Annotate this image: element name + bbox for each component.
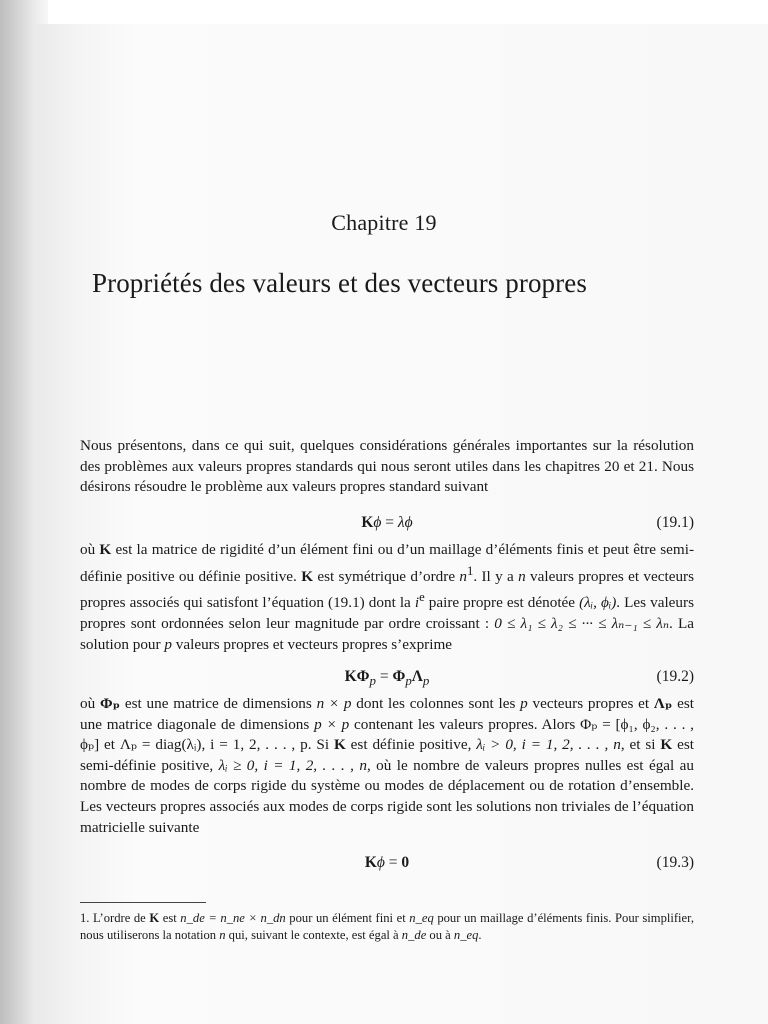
equation-number: (19.2)	[656, 668, 694, 685]
paragraph-definitions: où K est la matrice de rigidité d’un élément fini ou d’un maillage d’éléments finis et peut être semi-définie positive ou définie positive. K est symétrique d’ordre $n^1$. Il y a n valeurs propres et vecteurs propres associés qui satisfont l’équation (19.1) dont la $i^e$ paire propre est dénotée (λᵢ, ϕᵢ). Les valeurs propres sont ordonnées selon leur magnitude par ordre croissant : 0 ≤ λ₁ ≤ λ₂ ≤ ··· ≤ λₙ₋₁ ≤ λₙ. La solution pour p valeurs propres et vecteurs propres s’exprime	[80, 541, 695, 653]
equation-number: (19.3)	[656, 854, 694, 871]
equation-number: (19.1)	[656, 514, 694, 531]
equation-19-3	[80, 854, 694, 876]
paragraph-solution: où Φₚ est une matrice de dimensions n × p dont les colonnes sont les p vecteurs propres et Λₚ est une matrice diagonale de dimensions p × p contenant les valeurs propres. Alors Φₚ = [ϕ₁, ϕ₂, . . . , ϕₚ] et Λₚ = diag(λᵢ), i = 1, 2, . . . , p. Si K est définie positive, λᵢ > 0, i = 1, 2, . . . , n, et si K est semi-définie positive, λᵢ ≥ 0, i = 1, 2, . . . , n, où le nombre de valeurs propres nulles est égal au nombre de modes de corps rigide du système ou modes de déplacement ou de rotation d’ensemble. Les vecteurs propres associés aux modes de corps rigide sont les solutions non triviales de l’équation matricielle suivante	[80, 695, 695, 836]
equation-19-2	[80, 668, 694, 690]
equation-body: Kϕ = λϕ	[361, 514, 413, 531]
equation-19-1	[80, 514, 694, 536]
equation-body: $K\Phi_p = \Phi_p\Lambda_p$	[344, 668, 430, 689]
equation-body: Kϕ = 0	[364, 854, 410, 871]
paragraph-intro: Nous présentons, dans ce qui suit, quelques considérations générales importantes sur la résolution des problèmes aux valeurs propres standards qui nous seront utiles dans les chapitres 20 et 21. Nous désirons résoudre le problème aux valeurs propres standard suivant	[80, 437, 694, 496]
chapter-title: Propriétés des valeurs et des vecteurs propres	[92, 268, 587, 298]
footnote-rule	[80, 902, 206, 903]
footnote: 1. L’ordre de K est n_de = n_ne × n_dn pour un élément fini et n_eq pour un maillage d’éléments finis. Pour simplifier, nous utiliserons la notation n qui, suivant le contexte, est égal à n_de ou à n_eq.	[80, 911, 694, 942]
chapter-label: Chapitre 19	[331, 210, 437, 235]
